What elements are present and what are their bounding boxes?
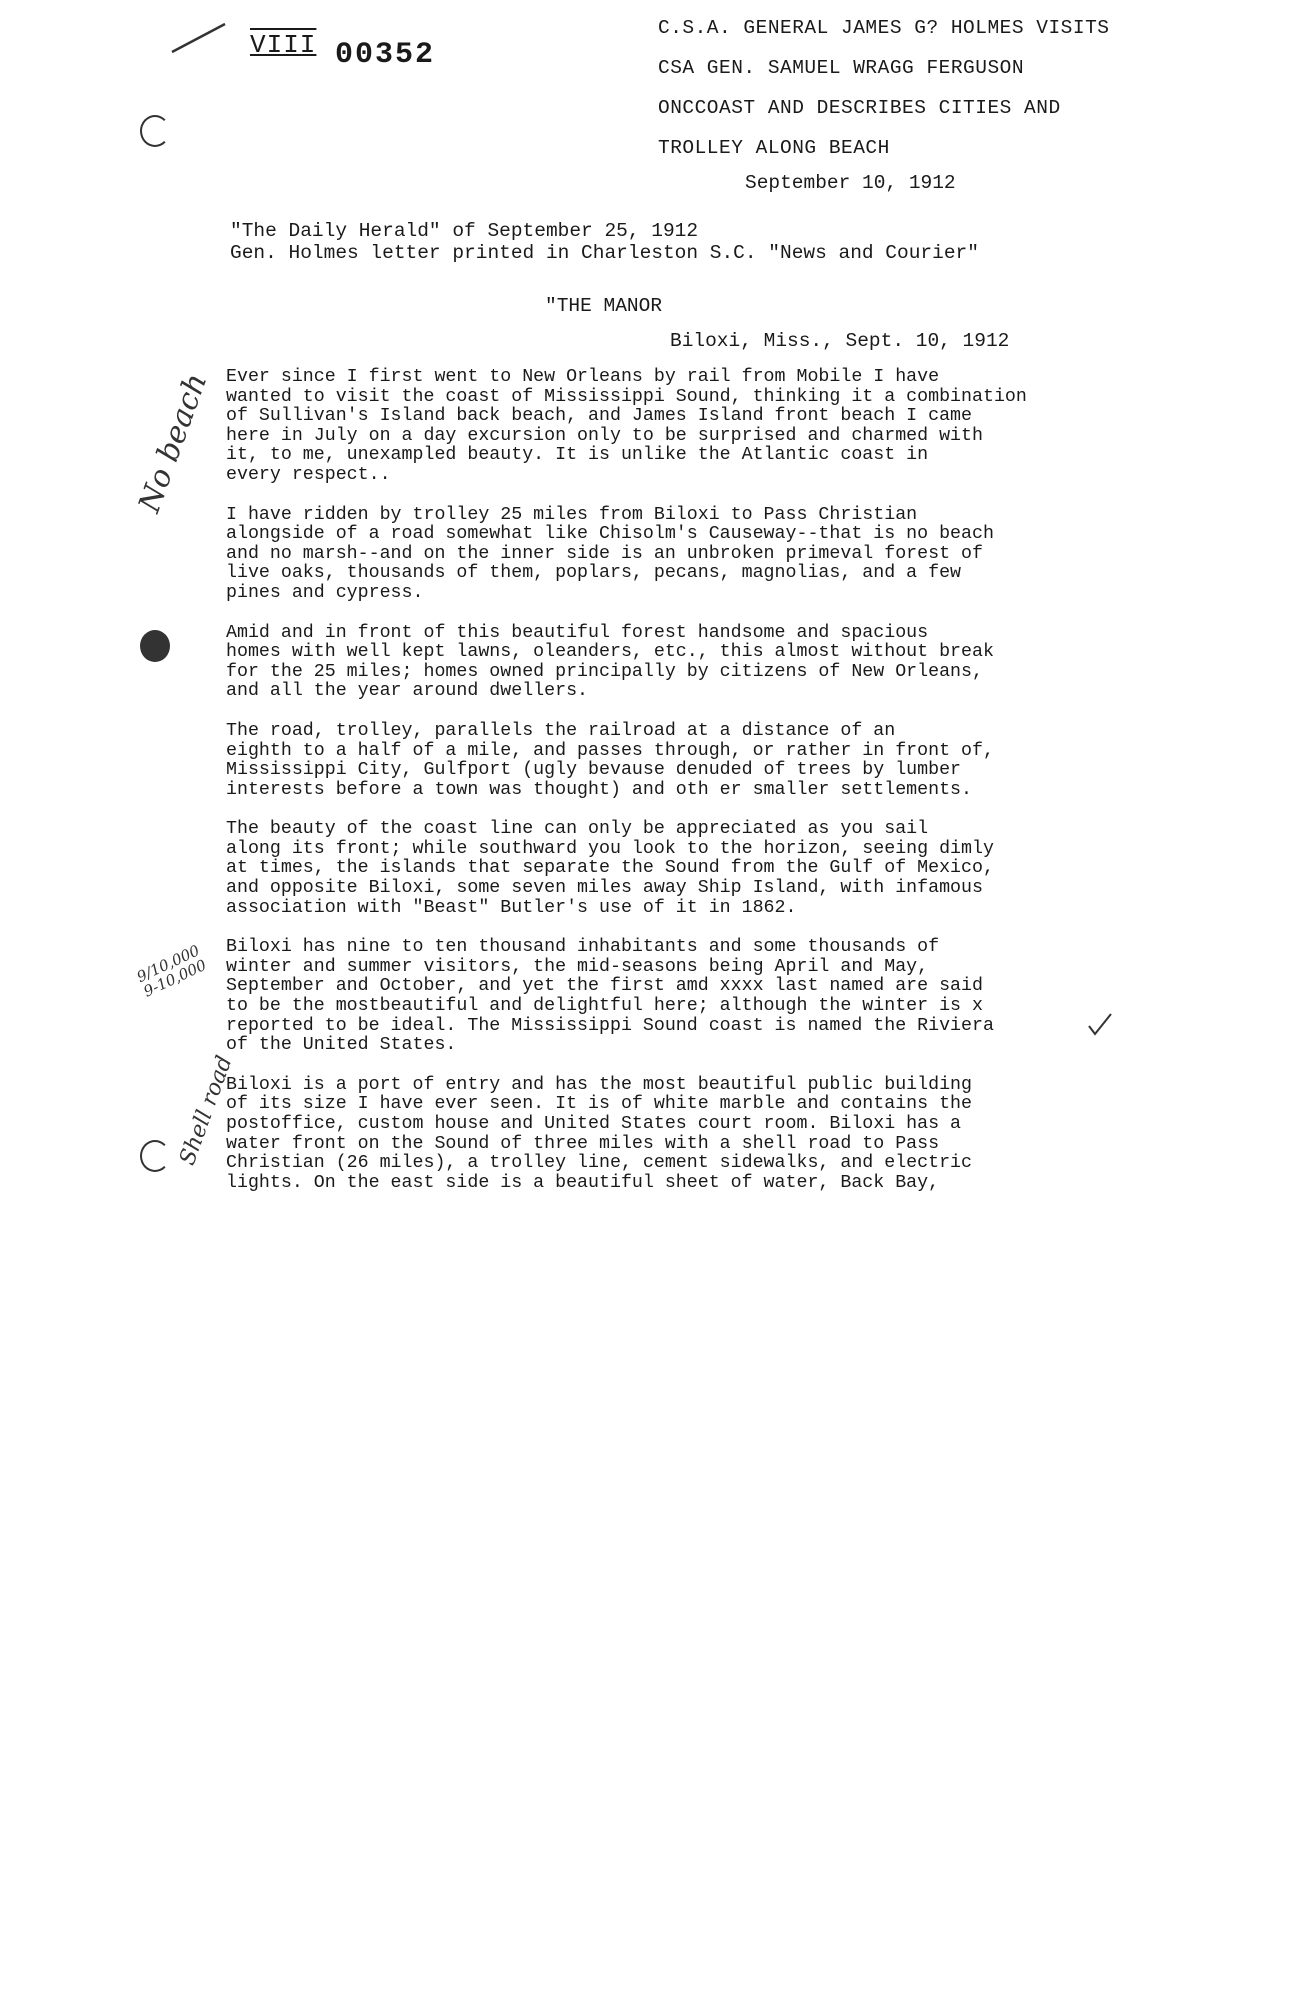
letter-heading: "THE MANOR <box>545 295 663 317</box>
punch-hole-icon <box>140 1140 170 1172</box>
document-title <box>658 8 1218 168</box>
punch-hole-icon <box>140 630 170 662</box>
letter-place-date: Biloxi, Miss., Sept. 10, 1912 <box>670 330 1010 352</box>
paragraph: The beauty of the coast line can only be appreciated as you sail along its front; while southward you look to the horizon, seeing dimly at times, the islands that separate the Sound from the Gulf of Mexico, and opposite Biloxi, some seven miles away Ship Island, with infamous association with "Beast" Butler's use of it in 1862. <box>226 819 994 918</box>
source-line: Gen. Holmes letter printed in Charleston S.C. "News and Courier" <box>230 242 979 264</box>
paragraph: Biloxi is a port of entry and has the most beautiful public building of its size I have ever seen. It is of white marble and contains the postoffice, custom house and United States court room. Biloxi has a water front on the Sound of three miles with a shell road to Pass Christian (26 miles), a trolley line, cement sidewalks, and electric lights. On the east side is a beautiful sheet of water, Back Bay, <box>226 1074 972 1193</box>
source-citation <box>230 220 979 264</box>
document-date: September 10, 1912 <box>745 172 956 194</box>
title-line: ONCCOAST AND DESCRIBES CITIES AND <box>658 97 1061 119</box>
check-mark-icon <box>1085 1010 1115 1040</box>
paragraph: Amid and in front of this beautiful forest handsome and spacious homes with well kept lawns, oleanders, etc., this almost without break for the 25 miles; homes owned principally by citizens of New Orleans, and all the year around dwellers. <box>226 622 994 702</box>
letter-body <box>226 368 1126 1213</box>
handwritten-margin-note: 9/10,000 9-10,000 <box>133 941 210 1001</box>
paragraph: Biloxi has nine to ten thousand inhabitants and some thousands of winter and summer visitors, the mid-seasons being April and May, September and October, and yet the first amd xxxx last named are said to be the mostbeautiful and delightful here; although the winter is x reported to be ideal. The Mississippi Sound coast is named the Riviera of the United States. <box>226 937 994 1056</box>
folio-number: 00352 <box>335 38 436 72</box>
title-line: CSA GEN. SAMUEL WRAGG FERGUSON <box>658 57 1025 79</box>
paragraph: I have ridden by trolley 25 miles from Biloxi to Pass Christian alongside of a road somewhat like Chisolm's Causeway--that is no beach and no marsh--and on the inner side is an unbroken primeval forest of live oaks, thousands of them, poplars, pecans, magnolias, and a few pines and cypress. <box>226 504 994 603</box>
title-line: TROLLEY ALONG BEACH <box>658 137 890 159</box>
handwritten-margin-note: No beach <box>132 368 215 517</box>
source-line: "The Daily Herald" of September 25, 1912 <box>230 220 699 242</box>
folio-mark: VIII <box>250 30 317 60</box>
paragraph: Ever since I first went to New Orleans by rail from Mobile I have wanted to visit the coast of Mississippi Sound, thinking it a combination of Sullivan's Island back beach, and James Island front beach I came here in July on a day excursion only to be surprised and charmed with it, to me, unexampled beauty. It is unlike the Atlantic coast in every respect.. <box>226 367 1027 485</box>
punch-hole-icon <box>140 115 170 147</box>
title-line: C.S.A. GENERAL JAMES G? HOLMES VISITS <box>658 17 1110 39</box>
handwritten-margin-note: Shell road <box>175 1052 238 1169</box>
paragraph: The road, trolley, parallels the railroad at a distance of an eighth to a half of a mile, and passes through, or rather in front of, Mississippi City, Gulfport (ugly bevause denuded of trees by lumber interests before a town was thought) and oth er smaller settlements. <box>226 720 994 800</box>
pen-stroke-mark <box>170 18 230 58</box>
